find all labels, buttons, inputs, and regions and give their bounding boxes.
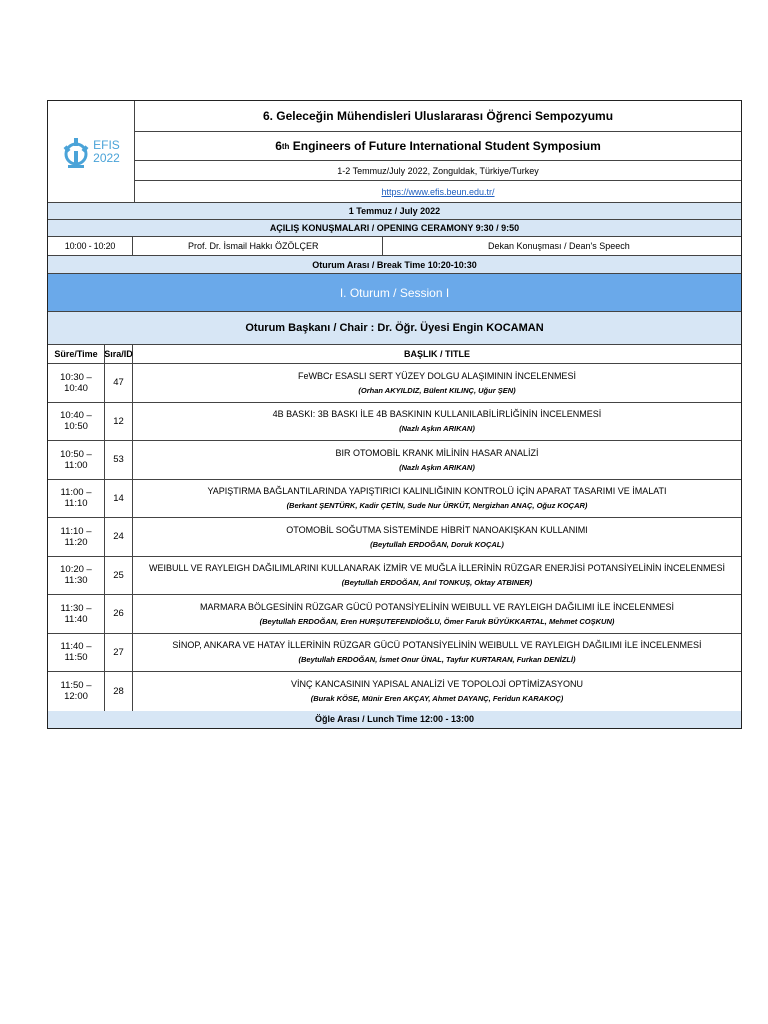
talk-authors: (Beytullah ERDOĞAN, Doruk KOÇAL) [370, 539, 504, 549]
talk-content [133, 364, 741, 402]
talk-time: 10:20 – 11:30 [48, 557, 105, 595]
talk-content [133, 672, 741, 711]
break-label: Oturum Arası / Break Time 10:20-10:30 [48, 256, 741, 274]
talk-time: 10:30 – 10:40 [48, 364, 105, 402]
talk-time: 11:00 – 11:10 [48, 480, 105, 518]
talk-row [48, 634, 741, 673]
talk-authors: (Nazlı Aşkın ARIKAN) [399, 424, 475, 434]
talk-id: 28 [105, 672, 133, 711]
header-lines [135, 101, 741, 202]
talk-title: MARMARA BÖLGESİNİN RÜZGAR GÜCÜ POTANSİYELİNİN WEIBULL VE RAYLEIGH DAĞILIMI İLE İNCELENMESİ [200, 601, 674, 612]
program-table [47, 100, 742, 729]
opening-band: AÇILIŞ KONUŞMALARI / OPENING CERAMONY 9:30 / 9:50 [48, 220, 741, 237]
symposium-header [48, 101, 741, 203]
talk-id: 14 [105, 480, 133, 518]
logo-text [93, 139, 120, 165]
talk-row [48, 595, 741, 634]
opening-speaker: Prof. Dr. İsmail Hakkı ÖZÖLÇER [133, 237, 383, 255]
talk-time: 11:50 – 12:00 [48, 672, 105, 711]
talk-authors: (Beytullah ERDOĞAN, İsmet Onur ÜNAL, Tayfur KURTARAN, Furkan DENİZLİ) [298, 655, 576, 665]
title-english [135, 132, 741, 161]
talk-time: 10:40 – 10:50 [48, 403, 105, 441]
gear-icon [62, 132, 90, 172]
logo-text-bottom: 2022 [93, 150, 120, 165]
session-chair: Oturum Başkanı / Chair : Dr. Öğr. Üyesi Engin KOCAMAN [48, 312, 741, 345]
talk-id: 26 [105, 595, 133, 633]
day-label: 1 Temmuz / July 2022 [48, 203, 741, 220]
talk-content [133, 557, 741, 595]
talk-title: 4B BASKI: 3B BASKI İLE 4B BASKININ KULLANILABİLİRLİĞİNİN İNCELENMESİ [272, 409, 602, 420]
talk-time: 11:10 – 11:20 [48, 518, 105, 556]
session-title: I. Oturum / Session I [339, 285, 450, 300]
logo-cell [48, 101, 135, 202]
title-turkish: 6. Geleceğin Mühendisleri Uluslararası Öğrenci Sempozyumu [135, 101, 741, 132]
talk-time: 11:40 – 11:50 [48, 634, 105, 672]
talk-authors: (Nazlı Aşkın ARIKAN) [399, 462, 475, 472]
url-cell [135, 181, 741, 202]
talk-authors: (Burak KÖSE, Münir Eren AKÇAY, Ahmet DAYANÇ, Feridun KARAKOÇ) [310, 694, 564, 704]
talk-title: VİNÇ KANCASININ YAPISAL ANALİZİ VE TOPOLOJİ OPTİMİZASYONU [290, 679, 584, 690]
title-en-sup: th [281, 141, 290, 151]
col-title: BAŞLIK / TITLE [404, 349, 470, 359]
talk-row [48, 672, 741, 711]
talk-id: 27 [105, 634, 133, 672]
talk-list [48, 364, 741, 711]
opening-time: 10:00 - 10:20 [48, 237, 133, 255]
talk-row [48, 557, 741, 596]
talk-content [133, 634, 741, 672]
talk-title: YAPIŞTIRMA BAĞLANTILARINDA YAPIŞTIRICI KALINLIĞININ KONTROLÜ İÇİN APARAT TASARIMI VE İMALATI [207, 486, 667, 497]
talk-content [133, 480, 741, 518]
talk-authors: (Orhan AKYILDIZ, Bülent KILINÇ, Uğur ŞEN) [358, 385, 516, 395]
talk-content [133, 403, 741, 441]
talk-row [48, 518, 741, 557]
talk-time: 10:50 – 11:00 [48, 441, 105, 479]
website-link[interactable]: https://www.efis.beun.edu.tr/ [381, 186, 495, 197]
column-header-row [48, 345, 741, 364]
talk-row [48, 403, 741, 442]
talk-title: FeWBCr ESASLI SERT YÜZEY DOLGU ALAŞIMININ İNCELENMESİ [298, 370, 576, 381]
talk-authors: (Beytullah ERDOĞAN, Eren HURŞUTEFENDİOĞLU, Ömer Faruk BÜYÜKKARTAL, Mehmet COŞKUN) [259, 616, 615, 626]
opening-role: Dekan Konuşması / Dean's Speech [488, 241, 630, 251]
title-en-rest: Engineers of Future International Student Symposium [289, 139, 601, 153]
talk-content [133, 595, 741, 633]
talk-authors: (Berkant ŞENTÜRK, Kadir ÇETİN, Sude Nur ÜRKÜT, Nergizhan ANAÇ, Oğuz KOÇAR) [286, 501, 588, 511]
logo-text-top: EFIS [93, 137, 120, 152]
col-id: Sıra/ID [105, 345, 133, 363]
opening-row [48, 237, 741, 256]
efis-logo [55, 109, 127, 195]
talk-content [133, 518, 741, 556]
lunch-label: Öğle Arası / Lunch Time 12:00 - 13:00 [48, 711, 741, 728]
date-place: 1-2 Temmuz/July 2022, Zonguldak, Türkiye/Turkey [135, 161, 741, 181]
talk-id: 25 [105, 557, 133, 595]
talk-row [48, 480, 741, 519]
talk-title: SİNOP, ANKARA VE HATAY İLLERİNİN RÜZGAR GÜCÜ POTANSİYELİNİN WEIBULL VE RAYLEIGH DAĞILIMI İLE İNCELENMESİ [172, 640, 702, 651]
talk-row [48, 364, 741, 403]
talk-title: WEIBULL VE RAYLEIGH DAĞILIMLARINI KULLANARAK İZMİR VE MUĞLA İLLERİNİN RÜZGAR ENERJİSİ POTANSİYELİNİN İNCELENMESİ [149, 563, 725, 574]
col-time: Süre/Time [48, 345, 105, 363]
talk-title: OTOMOBİL SOĞUTMA SİSTEMİNDE HİBRİT NANOAKIŞKAN KULLANIMI [286, 524, 588, 535]
talk-id: 47 [105, 364, 133, 402]
session-title-row [48, 274, 741, 312]
talk-row [48, 441, 741, 480]
talk-time: 11:30 – 11:40 [48, 595, 105, 633]
talk-id: 12 [105, 403, 133, 441]
talk-id: 53 [105, 441, 133, 479]
talk-authors: (Beytullah ERDOĞAN, Anıl TONKUŞ, Oktay ATBINER) [341, 578, 533, 588]
talk-id: 24 [105, 518, 133, 556]
talk-title: BIR OTOMOBİL KRANK MİLİNİN HASAR ANALİZİ [335, 447, 539, 458]
talk-content [133, 441, 741, 479]
title-en-prefix: 6 [275, 139, 282, 153]
